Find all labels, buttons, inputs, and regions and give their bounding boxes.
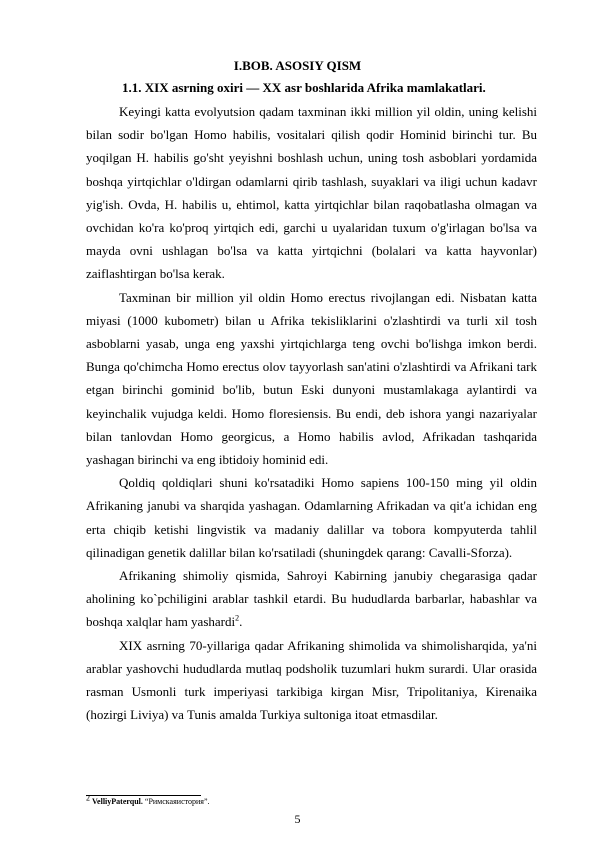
footnote-title: “Римскаяистория”. <box>142 797 210 806</box>
paragraph-3: Qoldiq qoldiqlari shuni ko'rsatadiki Homo sapiens 100-150 ming yil oldin Afrikaning janubi va sharqida yashagan. Odamlarning Afrikadan va qit'a ichidan eng erta chiqib ketishi lingvistik va madaniy dalillar va tobora kompyuterda tahlil qilinadigan genetik dalillar bilan ko'rsatiladi (shuningdek qarang: Cavalli-Sforza). <box>86 475 537 560</box>
footnote <box>86 793 210 807</box>
paragraph-4-text: Afrikaning shimoliy qismida, Sahroyi Kabirning janubiy chegarasiga qadar aholining ko`pchiligini arablar tashkil etardi. Bu hududlarda barbarlar, habashlar va boshqa xalqlar ham yashardi <box>86 568 537 630</box>
body-text <box>86 100 537 726</box>
footnote-divider <box>86 795 201 796</box>
section-title: 1.1. XIX asrning oxiri — XX asr boshlarida Afrika mamlakatlari. <box>122 80 486 95</box>
paragraph-4: Afrikaning shimoliy qismida, Sahroyi Kabirning janubiy chegarasiga qadar aholining ko`pchiligini arablar tashkil etardi. Bu hududlarda barbarlar, habashlar va boshqa xalqlar ham yashardi$^2$. <box>86 568 537 630</box>
paragraph-1: Keyingi katta evolyutsion qadam taxminan ikki million yil oldin, uning kelishi bilan sodir bo'lgan Homo habilis, vositalari qilish qodir Hominid birinchi tur. Bu yoqilgan H. habilis go'sht yeyishni boshlash uchun, uning tosh asboblari yordamida boshqa yirtqichlar o'ldirgan odamlarni qirib tashlash, suyaklari va iligi uchun kadavr yig'ish. Ovda, H. habilis u, ehtimol, katta yirtqichlar bilan raqobatlasha olmagan va ovchidan ko'ra ko'proq yirtqich edi, garchi u uyalaridan tuxum o'g'irlagan bo'lsa va mayda ovni ushlagan bo'lsa va katta yirtqichni (bolalari va katta hayvonlar) zaiflashtirgan bo'lsa kerak. <box>86 104 537 282</box>
paragraph-5: XIX asrning 70-yillariga qadar Afrikaning shimolida va shimolisharqida, ya'ni arablar yashovchi hududlarda mutlaq podsholik tuzumlari hukm surardi. Ular orasida rasman Usmonli turk imperiyasi tarkibiga kirgan Misr, Tripolitaniya, Kirenaika (hozirgi Liviya) va Tunis amalda Turkiya sultoniga itoat etmasdilar. <box>86 637 537 723</box>
chapter-title: I.BOB. ASOSIY QISM <box>233 58 362 73</box>
paragraph-2: Taxminan bir million yil oldin Homo erectus rivojlangan edi. Nisbatan katta miyasi (1000 kubometr) bilan u Afrika tekisliklarini o'zlashtirdi va turli xil tosh asboblarni yasab, unga eng yaxshi yirtqichlarga teng ovchi bo'lishga imkon berdi. Bunga qo'chimcha Homo erectus olov tayyorlash san'atini o'zlashtirdi va Afrikani tark etgan birinchi gominid bo'lib, butun Eski dunyoni mustamlakaga aylantirdi va keyinchalik vujudga keldi. Homo floresiensis. Bu endi, deb ishora yangi nazariyalar bilan tanlovdan Homo georgicus, a Homo habilis avlod, Afrikadan tashqarida yashagan birinchi va eng ibtidoiy hominid edi. <box>86 289 537 468</box>
page-number: 5 <box>294 812 301 826</box>
footnote-author: VelliyPaterqul. <box>92 797 143 806</box>
footnote-number: 2 <box>86 793 90 803</box>
footnote-reference[interactable]: 2 <box>235 614 240 624</box>
